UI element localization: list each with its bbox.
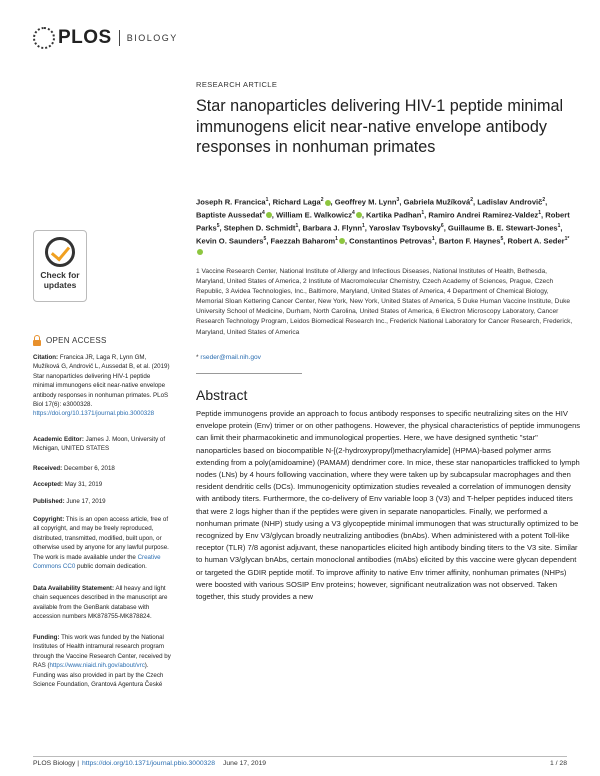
academic-editor-block (33, 435, 171, 454)
author-affiliation-marker: 4 (261, 209, 265, 216)
author-name: Yaroslav Tsybovsky (368, 223, 441, 233)
copyright-tail: public domain dedication. (77, 563, 147, 571)
received-block (33, 464, 171, 473)
abstract-body: Peptide immunogens provide an approach to focus antibody responses to specific neutralizing sites on the HIV envelope protein (Env) trimer or on other pathogens. However, the physical characteristics of peptide immunogens can limit their pharmacokinetic and immunological properties. Here, we have designed synthetic "star" nanoparticles based on biocompatible N-[(2-hydroxypropyl)methacrylamide] (HPMA)-based polymer arms extending from a poly(amidoamine) (PAMAM) dendrimer core. In mice, these star nanoparticles trafficked to lymph nodes (LNs) by 4 hours following vaccination, where they were taken up by subcapsular macrophages and then resident dendritic cells (DCs). Immunogenicity optimization studies revealed a correlation of immunogen density with antibody titers. Furthermore, the co-delivery of Env variable loop 3 (V3) and T-helper peptides induced titers that were 2 logs higher than if the peptides were given in separate nanoparticles. Finally, we performed a nonhuman primate (NHP) study using a V3 glycopeptide minimal immunogen that was structurally optimized to be recognized by Env V3/glycan broadly neutralizing antibodies (bnAbs). When administered with a potent Toll-like receptor (TLR) 7/8 agonist adjuvant, these nanoparticles elicited high antibody binding titers to the V3 site. Similar to human V3/glycan bnAbs, certain monoclonal antibodies (mAbs) elicited by this vaccine were glycan dependent or targeted the GDIR peptide motif. To improve affinity to native Env trimer affinity, nonhuman primates (NHPs) were boosted with various SOSIP Env proteins; however, significant neutralization was not observed. Taken together, this study provides a new (196, 409, 581, 602)
plos-logo (33, 26, 178, 50)
logo-divider (119, 30, 120, 46)
open-access-label (33, 335, 107, 346)
accepted-label: Accepted: (33, 481, 63, 488)
citation-text: Francica JR, Laga R, Lynn GM, Mužíková G, Androvič L, Aussedat B, et al. (2019) Star nanoparticles delivering HIV-1 peptide minimal immunogens elicit near-native envelope antibody responses in nonhuman primates. PLoS Biol 17(6): e3000328. (33, 354, 170, 409)
author-name: Richard Laga (272, 197, 321, 207)
author-name: William E. Walkowicz (276, 210, 353, 220)
corresponding-author (196, 354, 261, 361)
author-affiliation-marker: 6 (440, 222, 444, 229)
author-affiliation-marker: 1 (295, 222, 299, 229)
affiliations: 1 Vaccine Research Center, National Institute of Allergy and Infectious Diseases, National Institutes of Health, Bethesda, Maryland, United States of America, 2 Institute of Macromolecular Chemistry, Czech Academy of Sciences, Prague, Czech Republic, 3 Avidea Technologies, Inc., Baltimore, Maryland, United States of America, 4 Department of Chemical Biology, Memorial Sloan Kettering Cancer Center, New York, New York, United States of America, 5 Duke Human Vaccine Institute, Duke University School of Medicine, Durham, North Carolina, United States of America, 6 Electron Microscopy Laboratory, Cancer Research Technology Program, Leidos Biomedical Research Inc., Frederick National Laboratory for Cancer Research, Frederick, Maryland, United States of America (196, 268, 573, 336)
author-affiliation-marker: 1 (538, 209, 542, 216)
badge-line2: updates (43, 280, 77, 290)
cc0-link[interactable]: Creative Commons CC0 (33, 553, 161, 571)
copyright-label: Copyright: (33, 516, 65, 523)
data-availability-text: All heavy and light chain sequences described in the manuscript are available from the GenBank database with accession numbers MK878755-MK878824. (33, 585, 168, 621)
corresponding-email-link[interactable]: rseder@mail.nih.gov (200, 354, 261, 361)
accepted-block (33, 480, 171, 489)
copyright-block (33, 515, 171, 571)
author-affiliation-marker: 1 (557, 222, 561, 229)
funding-block (33, 633, 171, 689)
author-affiliation-marker: 2 (542, 197, 546, 203)
author-name: Robert A. Seder (507, 236, 565, 246)
data-availability-block (33, 584, 171, 622)
author-affiliation-marker: 1 (265, 197, 269, 203)
author-name: Gabriela Mužíková (403, 197, 471, 207)
section-divider (196, 373, 302, 374)
orcid-icon[interactable] (197, 249, 203, 255)
open-lock-icon (33, 335, 41, 346)
footer-divider (33, 756, 567, 757)
editor-label: Academic Editor: (33, 436, 84, 443)
orcid-icon[interactable] (339, 238, 345, 244)
citation-doi-link[interactable]: https://doi.org/10.1371/journal.pbio.3000328 (33, 410, 155, 418)
journal-name: BIOLOGY (126, 33, 178, 43)
funding-tail: ). Funding was also provided in part by the Czech Science Foundation, Grantová Agentura České (33, 662, 164, 689)
orcid-icon[interactable] (325, 200, 331, 206)
page-number: 1 / 28 (549, 760, 567, 767)
author-affiliation-marker: 1* (564, 235, 570, 242)
author-name: Robert Parks (196, 210, 570, 233)
author-name: Constantinos Petrovas (349, 236, 432, 246)
orcid-icon[interactable] (356, 212, 362, 218)
abstract-heading: Abstract (196, 387, 248, 403)
author-affiliation-marker: 5 (500, 235, 504, 242)
author-affiliation-marker: 2 (470, 197, 474, 203)
received-label: Received: (33, 465, 63, 472)
author-affiliation-marker: 1 (335, 235, 338, 242)
author-affiliation-marker: 4 (352, 209, 355, 216)
footer-journal: PLOS Biology | (33, 760, 79, 767)
funding-text: This work was funded by the National Institutes of Health intramural research program through the Vaccine Research Center, received by RAS ( (33, 634, 171, 670)
author-affiliation-marker: 5 (263, 235, 267, 242)
author-affiliation-marker: 5 (216, 222, 220, 229)
orcid-icon[interactable] (266, 212, 272, 218)
open-access-text: OPEN ACCESS (46, 336, 107, 345)
page-footer (33, 760, 567, 767)
author-name: Kartika Padhan (366, 210, 422, 220)
citation-label: Citation: (33, 354, 59, 361)
logo-text: PLOS (58, 27, 112, 48)
author-name: Ladislav Androvič (477, 197, 543, 207)
accepted-date: May 31, 2019 (64, 481, 103, 488)
corresponding-marker: * (196, 354, 201, 361)
author-name: Geoffrey M. Lynn (334, 197, 397, 207)
data-availability-label: Data Availability Statement: (33, 585, 115, 592)
published-block (33, 497, 171, 506)
author-affiliation-marker: 1 (421, 209, 425, 216)
citation-block (33, 353, 171, 419)
article-title: Star nanoparticles delivering HIV-1 peptide minimal immunogens elicit near-native envelope antibody responses in nonhuman primates (196, 97, 564, 156)
author-name: Faezzah Baharom (270, 236, 336, 246)
check-icon (45, 237, 75, 267)
author-affiliation-marker: 1 (361, 222, 365, 229)
badge-line1: Check for (40, 270, 80, 280)
author-name: Joseph R. Francica (196, 197, 266, 207)
author-name: Ramiro Andrei Ramirez-Valdez (428, 210, 539, 220)
received-date: December 6, 2018 (63, 465, 115, 472)
editor-text: James J. Moon, University of Michigan, UNITED STATES (33, 436, 166, 453)
published-date: June 17, 2019 (66, 498, 106, 505)
plos-logo-icon (33, 27, 55, 49)
footer-date: June 17, 2019 (223, 760, 267, 767)
footer-doi-link[interactable]: https://doi.org/10.1371/journal.pbio.3000328 (81, 760, 215, 767)
funding-link[interactable]: https://www.niaid.nih.gov/about/vrc (49, 662, 145, 670)
author-name: Baptiste Aussedat (196, 210, 262, 220)
author-name: Kevin O. Saunders (196, 236, 264, 246)
funding-label: Funding: (33, 634, 60, 641)
author-name: Barbara J. Flynn (302, 223, 362, 233)
author-list: Joseph R. Francica$^1$, Richard Laga$^2$ , Geoffrey M. Lynn$^3$, Gabriela Mužíková$^2$, Ladislav Androvič$^2$, Baptiste Aussedat$^4$ , William E. Walkowicz$^4$ , Kartika Padhan$^1$, Ramiro Andrei Ramirez-Valdez$^1$, Robert Parks$^5$, Stephen D. Schmidt$^1$, Barbara J. Flynn$^1$, Yaroslav Tsybovsky$^6$, Guillaume B. E. Stewart-Jones$^1$, Kevin O. Saunders$^5$, Faezzah Baharom$^1$ , Constantinos Petrovas$^1$, Barton F. Haynes$^5$, Robert A. Seder$^{1*}$ (196, 195, 576, 257)
author-affiliation-marker: 3 (396, 197, 400, 203)
section-label: RESEARCH ARTICLE (196, 80, 278, 89)
check-for-updates-badge[interactable] (33, 230, 87, 302)
author-affiliation-marker: 1 (431, 235, 435, 242)
published-label: Published: (33, 498, 65, 505)
author-name: Stephen D. Schmidt (223, 223, 296, 233)
author-affiliation-marker: 2 (320, 197, 324, 203)
author-name: Barton F. Haynes (438, 236, 501, 246)
check-for-updates[interactable] (33, 230, 183, 302)
copyright-text: This is an open access article, free of all copyright, and may be freely reproduced, distributed, transmitted, modified, built upon, or otherwise used by anyone for any lawful purpose. The work is made available under the (33, 516, 169, 561)
author-name: Guillaume B. E. Stewart-Jones (447, 223, 558, 233)
